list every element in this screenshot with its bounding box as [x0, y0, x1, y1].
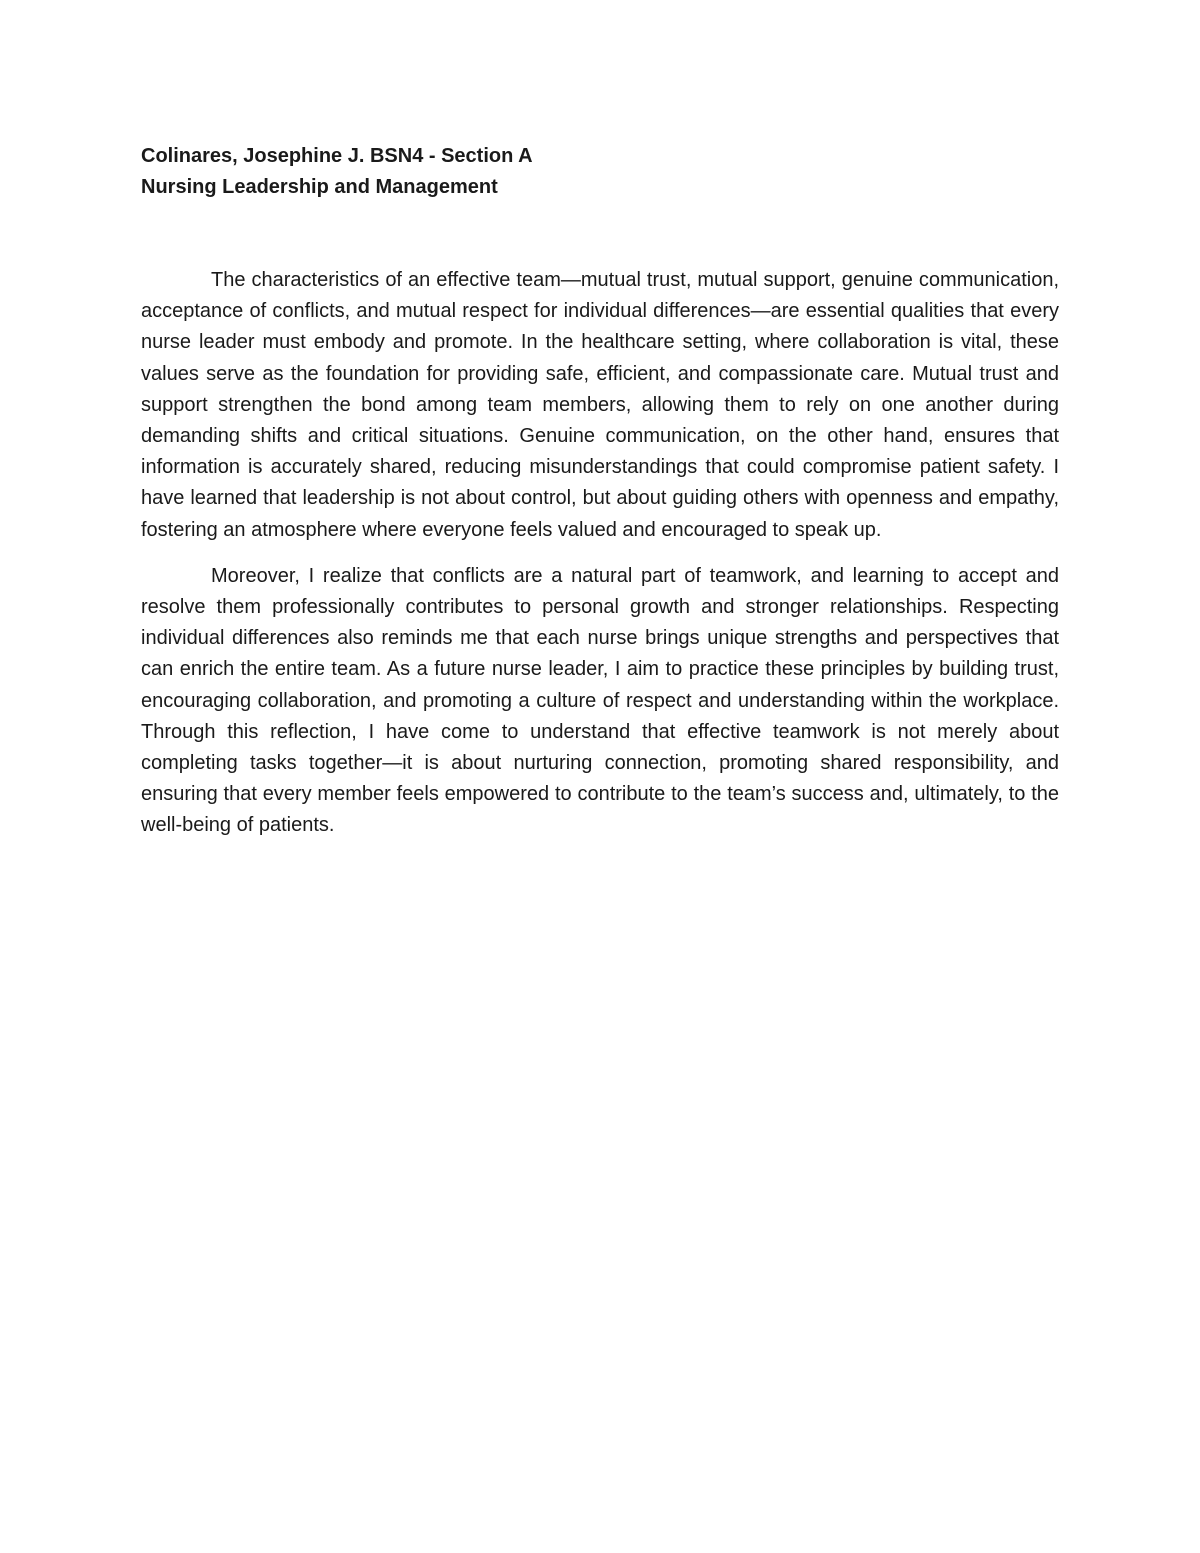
author-section-line: Colinares, Josephine J. BSN4 - Section A: [141, 145, 533, 167]
body-paragraph-1: The characteristics of an effective team—mutual trust, mutual support, genuine communication, acceptance of conflicts, and mutual respect for individual differences—are essential qualities that every nurse leader must embody and promote. In the healthcare setting, where collaboration is vital, these values serve as the foundation for providing safe, efficient, and compassionate care. Mutual trust and support strengthen the bond among team members, allowing them to rely on one another during demanding shifts and critical situations. Genuine communication, on the other hand, ensures that information is accurately shared, reducing misunderstandings that could compromise patient safety. I have learned that leadership is not about control, but about guiding others with openness and empathy, fostering an atmosphere where everyone feels valued and encouraged to speak up.: [141, 269, 1059, 541]
header-spacer: [141, 203, 1059, 265]
body-paragraph-2: Moreover, I realize that conflicts are a natural part of teamwork, and learning to accept and resolve them professionally contributes to personal growth and stronger relationships. Respecting individual differences also reminds me that each nurse brings unique strengths and perspectives that can enrich the entire team. As a future nurse leader, I aim to practice these principles by building trust, encouraging collaboration, and promoting a culture of respect and understanding within the workplace. Through this reflection, I have come to understand that effective teamwork is not merely about completing tasks together—it is about nurturing connection, promoting shared responsibility, and ensuring that every member feels empowered to contribute to the team’s success and, ultimately, to the well-being of patients.: [141, 564, 1059, 837]
course-title: Nursing Leadership and Management: [141, 176, 498, 198]
document-content: [141, 141, 1059, 842]
